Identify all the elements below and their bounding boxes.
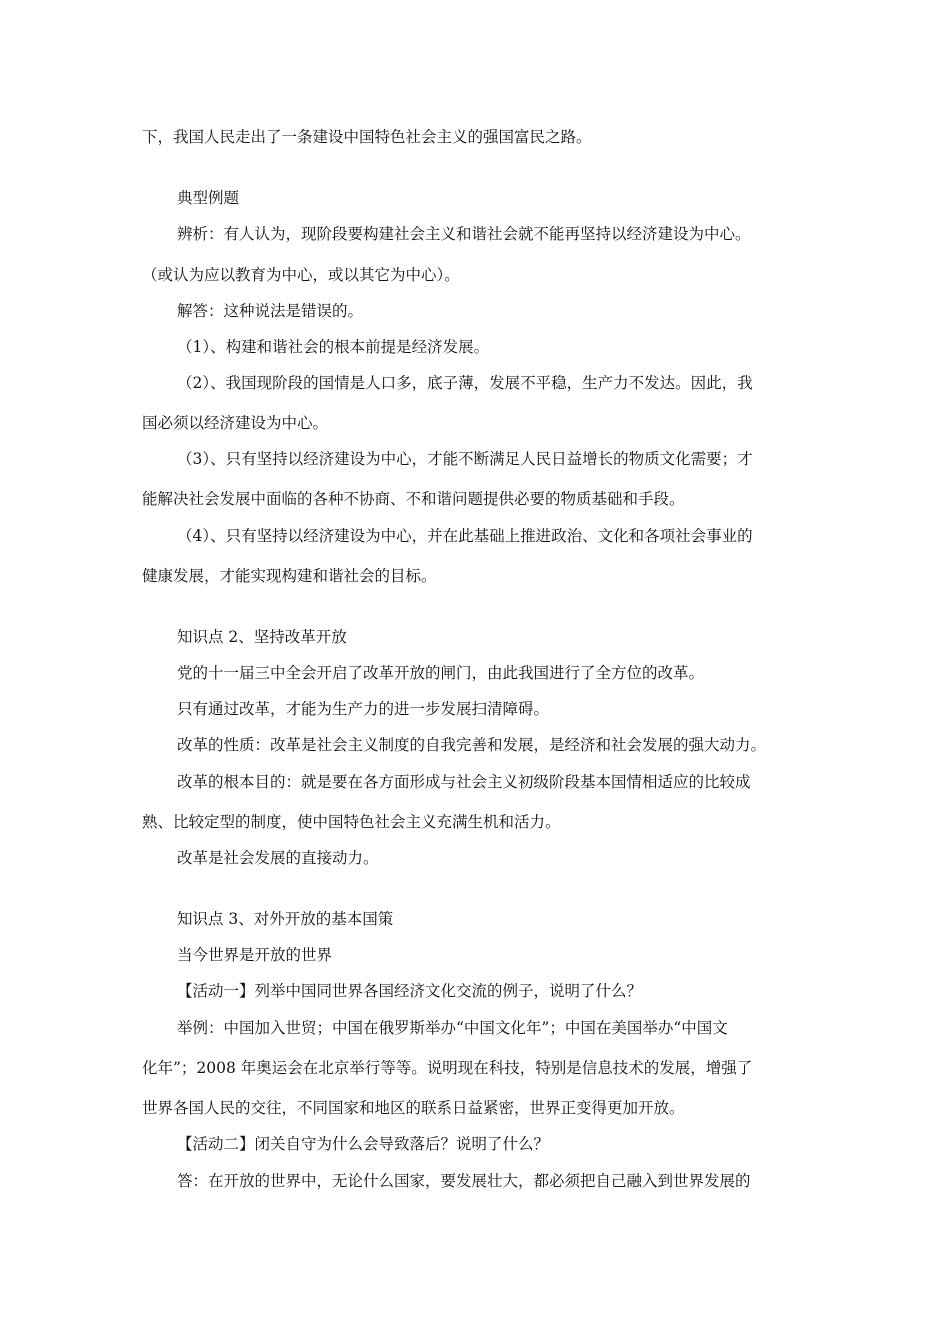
text-line: 改革是社会发展的直接动力。 [177, 849, 379, 867]
text-line: 下，我国人民走出了一条建设中国特色社会主义的强国富民之路。 [142, 128, 592, 146]
text-line: 党的十一届三中全会开启了改革开放的闸门，由此我国进行了全方位的改革。 [177, 664, 705, 682]
text-line: （2）、我国现阶段的国情是人口多，底子薄，发展不平稳，生产力不发达。因此，我 [177, 374, 753, 392]
text-line: （1）、构建和谐社会的根本前提是经济发展。 [177, 338, 490, 356]
text-line: 解答：这种说法是错误的。 [177, 302, 364, 320]
text-line: 能解决社会发展中面临的各种不协商、不和谐问题提供必要的物质基础和手段。 [142, 490, 685, 508]
text-line: 改革的根本目的：就是要在各方面形成与社会主义初级阶段基本国情相适应的比较成 [177, 773, 751, 791]
text-line: （4）、只有坚持以经济建设为中心，并在此基础上推进政治、文化和各项社会事业的 [177, 527, 753, 545]
text-line: 举例：中国加入世贸；中国在俄罗斯举办“中国文化年”；中国在美国举办“中国文 [177, 1019, 728, 1037]
text-line: 只有通过改革，才能为生产力的进一步发展扫清障碍。 [177, 700, 550, 718]
text-line: 国必须以经济建设为中心。 [142, 414, 329, 432]
text-line: 化年”；2008 年奥运会在北京举行等等。说明现在科技，特别是信息技术的发展，增强了 [142, 1059, 753, 1077]
text-line: 健康发展，才能实现构建和谐社会的目标。 [142, 567, 437, 585]
text-line: 【活动一】列举中国同世界各国经济文化交流的例子，说明了什么？ [177, 982, 643, 1000]
text-line: 世界各国人民的交往，不同国家和地区的联系日益紧密，世界正变得更加开放。 [142, 1099, 685, 1117]
text-line: 当今世界是开放的世界 [177, 946, 333, 964]
text-line: （或认为应以教育为中心，或以其它为中心）。 [142, 266, 460, 284]
section-heading: 知识点 2、坚持改革开放 [177, 628, 347, 646]
text-line: 【活动二】闭关自守为什么会导致落后？说明了什么？ [177, 1135, 550, 1153]
text-line: 辨析：有人认为，现阶段要构建社会主义和谐社会就不能再坚持以经济建设为中心。 [177, 225, 751, 243]
section-heading: 知识点 3、对外开放的基本国策 [177, 910, 394, 928]
text-line: 改革的性质：改革是社会主义制度的自我完善和发展，是经济和社会发展的强大动力。 [177, 736, 767, 754]
text-line: 熟、比较定型的制度，使中国特色社会主义充满生机和活力。 [142, 813, 561, 831]
text-line: 答：在开放的世界中，无论什么国家，要发展壮大，都必须把自己融入到世界发展的 [177, 1172, 751, 1190]
section-heading: 典型例题 [177, 189, 240, 207]
text-line: （3）、只有坚持以经济建设为中心，才能不断满足人民日益增长的物质文化需要；才 [177, 450, 753, 468]
